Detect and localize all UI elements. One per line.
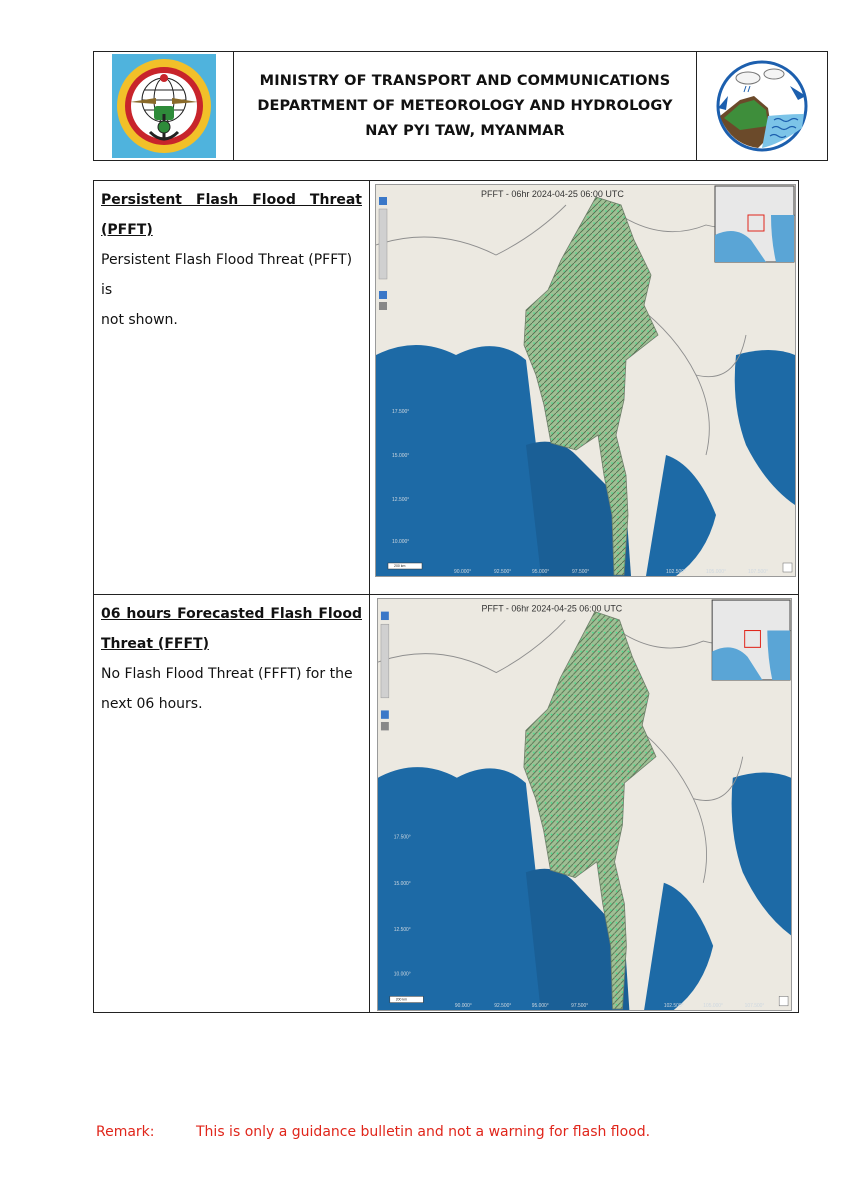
map-title: PFFT - 06hr 2024-04-25 06:00 UTC — [481, 603, 623, 614]
scale-bar — [388, 563, 422, 569]
latitude-label: 15.000° — [392, 453, 410, 459]
latitude-label: 10.000° — [392, 539, 410, 545]
ministry-emblem-icon — [112, 54, 216, 158]
ffft-description: No Flash Flood Threat (FFFT) for the — [101, 666, 353, 682]
ffft-row — [94, 595, 798, 1012]
ffft-heading-abbrev: Threat (FFFT) — [101, 636, 209, 652]
longitude-label: 102.500° — [666, 569, 687, 575]
pfft-map[interactable] — [375, 184, 796, 577]
threat-table — [93, 180, 799, 1013]
scale-bar — [390, 996, 424, 1002]
longitude-label: 102.500° — [663, 1002, 684, 1009]
longitude-label: 97.500° — [571, 1002, 589, 1009]
map-canvas — [378, 599, 791, 1010]
pfft-map-cell — [371, 181, 798, 594]
letterhead — [93, 51, 828, 161]
latitude-label: 17.500° — [393, 834, 411, 841]
ffft-heading: 06 hours Forecasted Flash Flood — [101, 606, 362, 622]
longitude-label: 95.000° — [532, 569, 550, 575]
info-button[interactable] — [779, 996, 788, 1005]
longitude-label: 107.500° — [744, 1002, 765, 1009]
latitude-label: 12.500° — [392, 497, 410, 503]
zoom-control — [379, 197, 387, 310]
scale-label: 200 km — [394, 564, 406, 568]
remark — [96, 1124, 650, 1140]
longitude-label: 107.500° — [748, 569, 769, 575]
longitude-label: 97.500° — [572, 569, 590, 575]
pfft-row — [94, 181, 798, 595]
latitude-label: 15.000° — [393, 880, 411, 887]
longitude-label: 90.000° — [454, 569, 472, 575]
ffft-description-cont: next 06 hours. — [101, 696, 203, 712]
zoom-control — [381, 612, 389, 731]
pfft-heading-abbrev: (PFFT) — [101, 222, 153, 238]
pfft-heading: Persistent Flash Flood Threat — [101, 192, 362, 208]
remark-text: This is only a guidance bulletin and not a warning for flash flood. — [196, 1124, 651, 1140]
ministry-name: MINISTRY OF TRANSPORT AND COMMUNICATIONS — [259, 73, 671, 89]
right-logo-cell — [696, 52, 827, 160]
remark-label: Remark: — [96, 1124, 155, 1140]
longitude-label: 105.000° — [706, 569, 727, 575]
letterhead-title — [234, 52, 696, 160]
location: NAY PYI TAW, MYANMAR — [365, 123, 565, 139]
longitude-label: 105.000° — [703, 1002, 723, 1009]
longitude-label: 90.000° — [454, 1002, 472, 1009]
ffft-map[interactable] — [377, 598, 792, 1011]
overview-inset — [715, 186, 794, 262]
ffft-map-cell — [371, 595, 798, 1012]
longitude-label: 92.500° — [494, 1002, 512, 1009]
map-canvas — [376, 185, 795, 576]
latitude-label: 17.500° — [392, 409, 410, 415]
map-title: PFFT - 06hr 2024-04-25 06:00 UTC — [481, 189, 624, 199]
left-logo-cell — [94, 52, 234, 160]
ffft-text-cell — [94, 595, 370, 1012]
pfft-description-cont: not shown. — [101, 312, 178, 328]
longitude-label: 92.500° — [494, 569, 512, 575]
pfft-description: Persistent Flash Flood Threat (PFFT) is — [101, 252, 353, 298]
pfft-text-cell — [94, 181, 370, 594]
longitude-label: 95.000° — [531, 1002, 549, 1009]
latitude-label: 12.500° — [393, 927, 411, 934]
overview-inset — [712, 600, 790, 680]
water-cycle-logo-icon — [710, 56, 814, 156]
info-button[interactable] — [783, 563, 792, 572]
scale-label: 200 km — [395, 997, 408, 1002]
latitude-label: 10.000° — [393, 971, 411, 978]
department-name: DEPARTMENT OF METEOROLOGY AND HYDROLOGY — [257, 98, 673, 114]
